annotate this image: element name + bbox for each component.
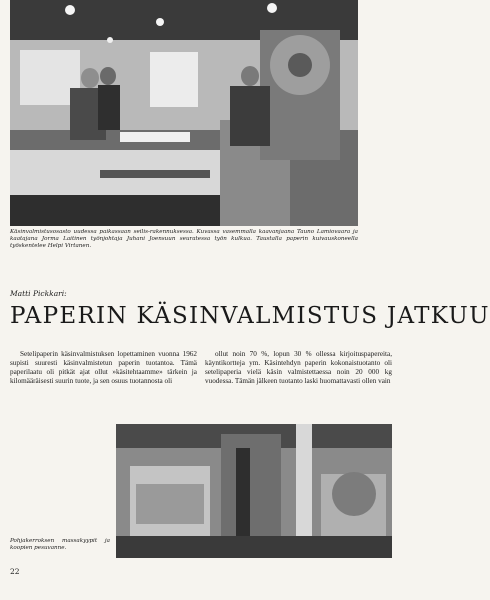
bottom-photo-caption: Pohjakerroksen massakyypit ja koopien pesuvanne.: [10, 538, 110, 552]
top-photo-caption: Käsinvalmistusosasto uudessa paikassaan seilis-rakennuksessa. Kuvassa vasemmalla kaavanjaana Tauno Lamiovaara ja kaatajana Jorma Laitinen työnjohtaja Juhani Joensuun seuratessa työn kulkua. Taustalla paperin kuivauskoneella työskentelee Helpi Virtanen.: [10, 229, 358, 250]
article-column-1: Setelipaperin käsinvalmistuksen lopettaminen vuonna 1962 supisti suuresti käsinvalmistetun paperin tuotantoa. Tämä paperilaatu oli pitkät ajat ollut »käsitehtaamme» tärkein ja kilomääräisesti suurin tuote, ja sen osuus tuotannosta oli: [10, 350, 197, 385]
article-author: Matti Pickkari:: [10, 289, 67, 298]
workshop-scene-illustration: [10, 0, 358, 226]
page-number: 22: [10, 567, 20, 576]
basement-machinery-illustration: [116, 424, 392, 558]
top-photograph: [10, 0, 358, 226]
bottom-photograph: [116, 424, 392, 558]
article-column-2: ollut noin 70 %, lopun 30 % ollessa kirjoituspapereita, käyntikortteja ym. Käsintehdyn paperin kokonaistuotanto oli setelipaperia vielä käsin valmistettaessa noin 20 000 kg vuodessa. Tämän jälkeen tuotanto laski huomattavasti ollen vain: [205, 350, 392, 385]
article-title: PAPERIN KÄSINVALMISTUS JATKUU: [10, 303, 490, 329]
